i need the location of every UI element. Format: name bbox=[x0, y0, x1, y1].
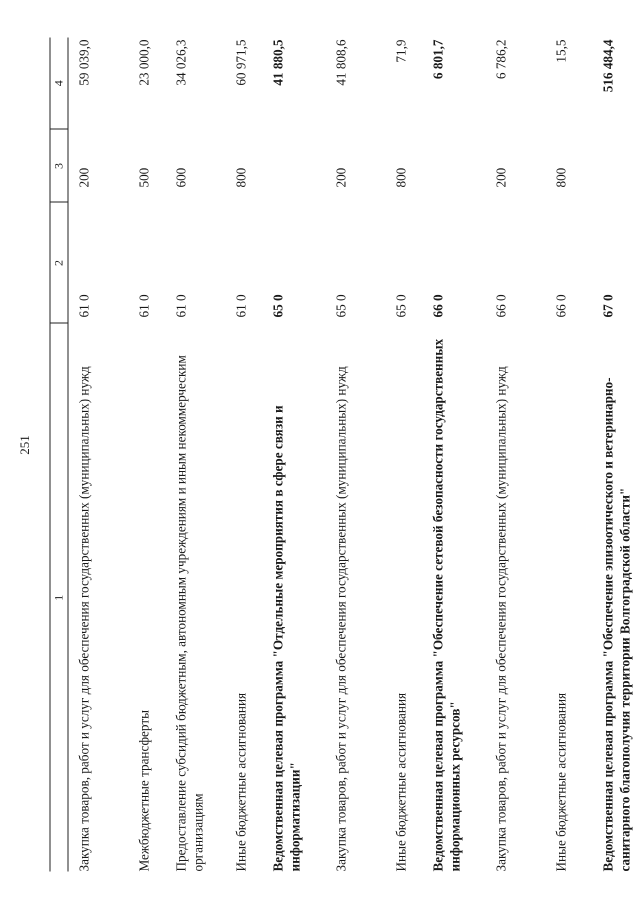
row-name: Ведомственная целевая программа "Обеспечение эпизоотического и ветеринарно-санитарного благополучия территории Волгоградской области" bbox=[600, 377, 633, 872]
page-number: 251 bbox=[17, 435, 32, 455]
row-code: 67 0 bbox=[600, 294, 616, 318]
row-amount: 23 000,0 bbox=[136, 39, 152, 86]
row-kind bbox=[593, 130, 640, 203]
header-col-4: 4 bbox=[50, 38, 68, 130]
row-code: 65 0 bbox=[393, 294, 409, 318]
row-code: 66 0 bbox=[553, 294, 569, 318]
row-name: Предоставление субсидий бюджетным, автономным учреждениям и иным некоммерческим организациям bbox=[173, 355, 206, 872]
table-row bbox=[226, 38, 263, 872]
row-code: 65 0 bbox=[270, 294, 286, 318]
row-amount: 71,9 bbox=[393, 39, 409, 63]
table-header bbox=[50, 38, 68, 872]
row-code: 61 0 bbox=[76, 294, 92, 318]
row-amount: 60 971,5 bbox=[233, 39, 249, 86]
table-row bbox=[546, 38, 593, 872]
row-name: Межбюджетные трансферты bbox=[136, 710, 152, 872]
row-amount: 34 026,3 bbox=[173, 39, 189, 86]
header-col-1: 1 bbox=[50, 324, 68, 872]
row-kind: 200 bbox=[493, 167, 509, 188]
row-amount: 59 039,0 bbox=[76, 39, 92, 86]
row-name: Иные бюджетные ассигнования bbox=[233, 692, 249, 872]
row-kind: 200 bbox=[333, 167, 349, 188]
row-code: 61 0 bbox=[233, 294, 249, 318]
header-col-3: 3 bbox=[50, 130, 68, 203]
row-kind bbox=[423, 130, 486, 203]
row-name: Ведомственная целевая программа "Отдельные мероприятия в сфере связи и информатизации" bbox=[270, 405, 303, 872]
table-rotated-wrapper bbox=[50, 38, 633, 872]
row-amount: 6 801,7 bbox=[430, 39, 446, 80]
row-code: 66 0 bbox=[430, 294, 446, 318]
table-row bbox=[326, 38, 386, 872]
row-code: 66 0 bbox=[493, 294, 509, 318]
row-name: Иные бюджетные ассигнования bbox=[393, 692, 409, 872]
row-code: 61 0 bbox=[136, 294, 152, 318]
row-name: Закупка товаров, работ и услуг для обеспечения государственных (муниципальных) нужд bbox=[333, 366, 349, 872]
row-name: Закупка товаров, работ и услуг для обеспечения государственных (муниципальных) нужд bbox=[76, 366, 92, 872]
row-name: Ведомственная целевая программа "Обеспечение сетевой безопасности государственных информационных ресурсов" bbox=[430, 338, 463, 872]
document-sheet bbox=[50, 37, 633, 872]
row-kind: 600 bbox=[173, 167, 189, 188]
row-name: Закупка товаров, работ и услуг для обеспечения государственных (муниципальных) нужд bbox=[493, 366, 509, 872]
table-row bbox=[263, 38, 326, 872]
row-kind: 800 bbox=[553, 167, 569, 188]
table-row bbox=[129, 38, 166, 872]
table-row bbox=[593, 38, 640, 872]
row-amount: 15,5 bbox=[553, 39, 569, 63]
row-name: Иные бюджетные ассигнования bbox=[553, 692, 569, 872]
budget-table bbox=[50, 38, 640, 872]
table-row bbox=[386, 38, 423, 872]
table-row bbox=[423, 38, 486, 872]
row-code: 65 0 bbox=[333, 294, 349, 318]
row-code: 61 0 bbox=[173, 294, 189, 318]
table-row bbox=[486, 38, 546, 872]
header-col-2: 2 bbox=[50, 203, 68, 324]
row-amount: 516 484,4 bbox=[600, 39, 616, 93]
table-row bbox=[166, 38, 226, 872]
row-kind: 800 bbox=[393, 167, 409, 188]
row-amount: 41 808,6 bbox=[333, 39, 349, 86]
table-body bbox=[68, 38, 640, 872]
row-kind bbox=[263, 130, 326, 203]
row-amount: 6 786,2 bbox=[493, 39, 509, 80]
row-amount: 41 880,5 bbox=[270, 39, 286, 86]
row-kind: 800 bbox=[233, 167, 249, 188]
row-kind: 200 bbox=[76, 167, 92, 188]
table-row bbox=[68, 38, 129, 872]
row-kind: 500 bbox=[136, 167, 152, 188]
